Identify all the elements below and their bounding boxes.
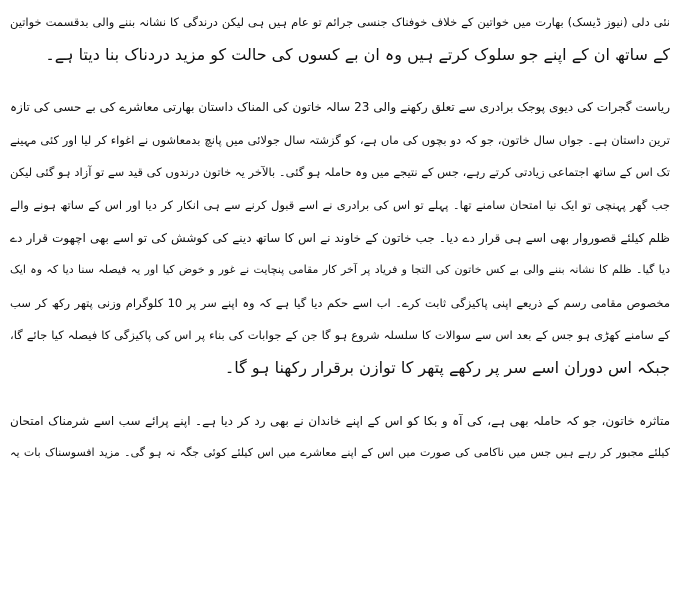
text-line: جب گھر پہنچی تو ایک نیا امتحان سامنے تھا۔ پہلے تو اس کی برادری نے اسے قبول کرنے سے ہی انکار کر دیا اور اس کے ساتھ ہونے والے [10,197,670,212]
text-line: ترین داستان ہے۔ جواں سال خاتون، جو کہ دو بچوں کی ماں ہے، کو گزشتہ سال جولائی میں پانچ بدمعاشوں نے اغواء کر لیا اور کئی مہینے [10,132,670,147]
text-line: مخصوص مقامی رسم کے ذریعے اپنی پاکیزگی ثابت کرے۔ اب اسے حکم دیا گیا ہے کہ وہ اپنے سر پر 10 کلوگرام وزنی پتھر رکھ کر سب [10,295,671,310]
news-article [10,6,670,490]
article-paragraph-story [10,91,670,384]
text-line: ظلم کیلئے قصوروار بھی اسے ہی قرار دے دیا۔ جب خاتون کے خاوند نے اس کا ساتھ دینے کی کوشش کی تو اسے بھی اچھوت قرار دے [10,230,670,245]
text-line: متاثرہ خاتون، جو کہ حاملہ بھی ہے، کی آہ و بکا کو اس کے اپنے خاندان نے بھی رد کر دیا ہے۔ اپنے پرائے سب اسے شرمناک امتحان [10,413,670,428]
text-line: نئی دلی (نیوز ڈیسک) بھارت میں خواتین کے خلاف خوفناک جنسی جرائم تو عام ہیں ہی لیکن درندگی کا نشانہ بننے والی بدقسمت خواتین [10,15,670,29]
text-line: جبکہ اس دوران اسے سر پر رکھے پتھر کا توازن برقرار رکھنا ہو گا۔ [224,357,670,377]
text-line: تک اس کے ساتھ اجتماعی زیادتی کرتے رہے، جس کے نتیجے میں وہ حاملہ ہو گئی۔ بالآخر یہ خاتون درندوں کی قید سے تو آزاد ہو گئی لیکن [10,165,670,180]
text-line: کیلئے مجبور کر رہے ہیں جس میں ناکامی کی صورت میں اس کے اپنے معاشرے میں اس کیلئے کوئی جگہ نہ ہو گی۔ مزید افسوسناک بات یہ [10,446,670,460]
text-line: ریاست گجرات کی دیوی پوجک برادری سے تعلق رکھنے والی 23 سالہ خاتون کی المناک داستان بھارتی معاشرے کی بے حسی کی تازہ [10,100,671,115]
text-line: کے سامنے کھڑی ہو جس کے بعد اس سے سوالات کا سلسلہ شروع ہو گا جن کے جوابات کی بناء پر اس کی پاکیزگی کا فیصلہ کیا جائے گا، [10,328,670,343]
article-paragraph-intro [10,6,670,71]
text-line: دیا گیا۔ ظلم کا نشانہ بننے والی بے کس خاتون کی التجا و فریاد پر آخر کار مقامی پنچایت نے غور و خوض کیا اور یہ فیصلہ سنا دیا کہ وہ ایک [10,263,670,277]
text-line: کے ساتھ ان کے اپنے جو سلوک کرتے ہیں وہ ان بے کسوں کی حالت کو مزید دردناک بنا دیتا ہے۔ [45,44,670,64]
article-paragraph-aftermath [10,405,670,470]
